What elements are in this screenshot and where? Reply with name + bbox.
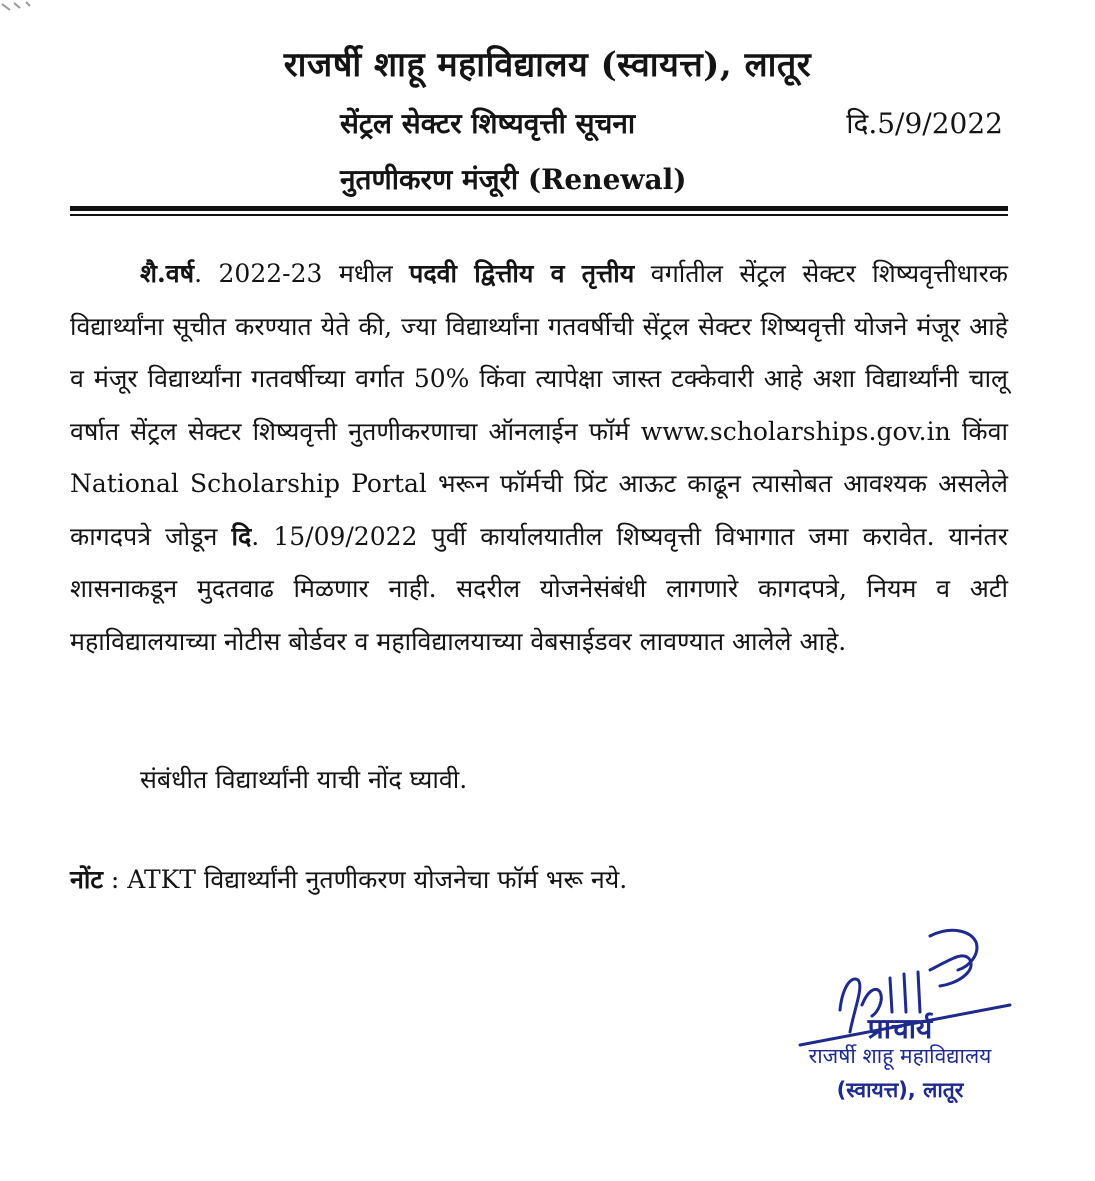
body-text-3: . 15/09/2022 पुर्वी कार्यालयातील शिष्यवृत्ती विभागात जमा करावेत. यानंतर शासनाकडून मुदतवाढ मिळणार नाही. सदरील योजनेसंबंधी लागणारे कागदपत्रे, नियम व अटी महाविद्यालयाच्या नोटीस बोर्डवर व महाविद्यालयाच्या वेबसाईडवर लावण्यात आलेले आहे. — [70, 521, 1008, 656]
scan-artifact — [0, 0, 60, 20]
closing-line: संबंधीत विद्यार्थ्यांनी याची नोंद घ्यावी. — [140, 765, 468, 794]
principal-signature-and-stamp — [780, 920, 1040, 1060]
renewal-title: नुतणीकरण मंजूरी (Renewal) — [340, 163, 687, 196]
notice-date: दि.5/9/2022 — [846, 107, 1003, 140]
header-divider-thin — [70, 214, 1008, 216]
body-bold-year: शै.वर्ष — [140, 259, 195, 288]
note-label: नोंट — [70, 865, 103, 894]
note-line — [70, 860, 627, 900]
notice-title: सेंट्रल सेक्टर शिष्यवृत्ती सूचना — [340, 107, 636, 140]
stamp-college-name: राजर्षी शाहू महाविद्यालय — [808, 1044, 992, 1068]
note-text: : ATKT विद्यार्थ्यांनी नुतणीकरण योजनेचा फॉर्म भरू नये. — [102, 865, 628, 894]
body-text-1: . 2022-23 मधील — [194, 259, 410, 288]
notice-body — [70, 248, 1008, 668]
header-divider-thick — [70, 206, 1008, 211]
body-text-2: वर्गातील सेंट्रल सेक्टर शिष्यवृत्तीधारक विद्यार्थ्यांना सूचीत करण्यात येते की, ज्या विद्यार्थ्यांना गतवर्षीची सेंट्रल सेक्टर शिष्यवृत्ती योजने मंजूर आहे व मंजूर विद्यार्थ्यांना गतवर्षीच्या वर्गात 50% किंवा त्यापेक्षा जास्त टक्केवारी आहे अशा विद्यार्थ्यांनी चालू वर्षात सेंट्रल सेक्टर शिष्यवृत्ती नुतणीकरणाचा ऑनलाईन फॉर्म www.scholarships.gov.in किंवा National Scholarship Portal भरून फॉर्मची प्रिंट आऊट काढून त्यासोबत आवश्यक असलेले कागदपत्रे जोडून — [70, 259, 1009, 551]
college-name: राजर्षी शाहू महाविद्यालय (स्वायत्त), लातूर — [283, 45, 812, 85]
body-bold-date-prefix: दि — [231, 521, 252, 551]
signature-title: प्राचार्य — [867, 1012, 933, 1045]
stamp-college-place: (स्वायत्त), लातूर — [836, 1078, 964, 1102]
body-bold-classes: पदवी द्वित्तीय व तृत्तीय — [409, 259, 635, 288]
